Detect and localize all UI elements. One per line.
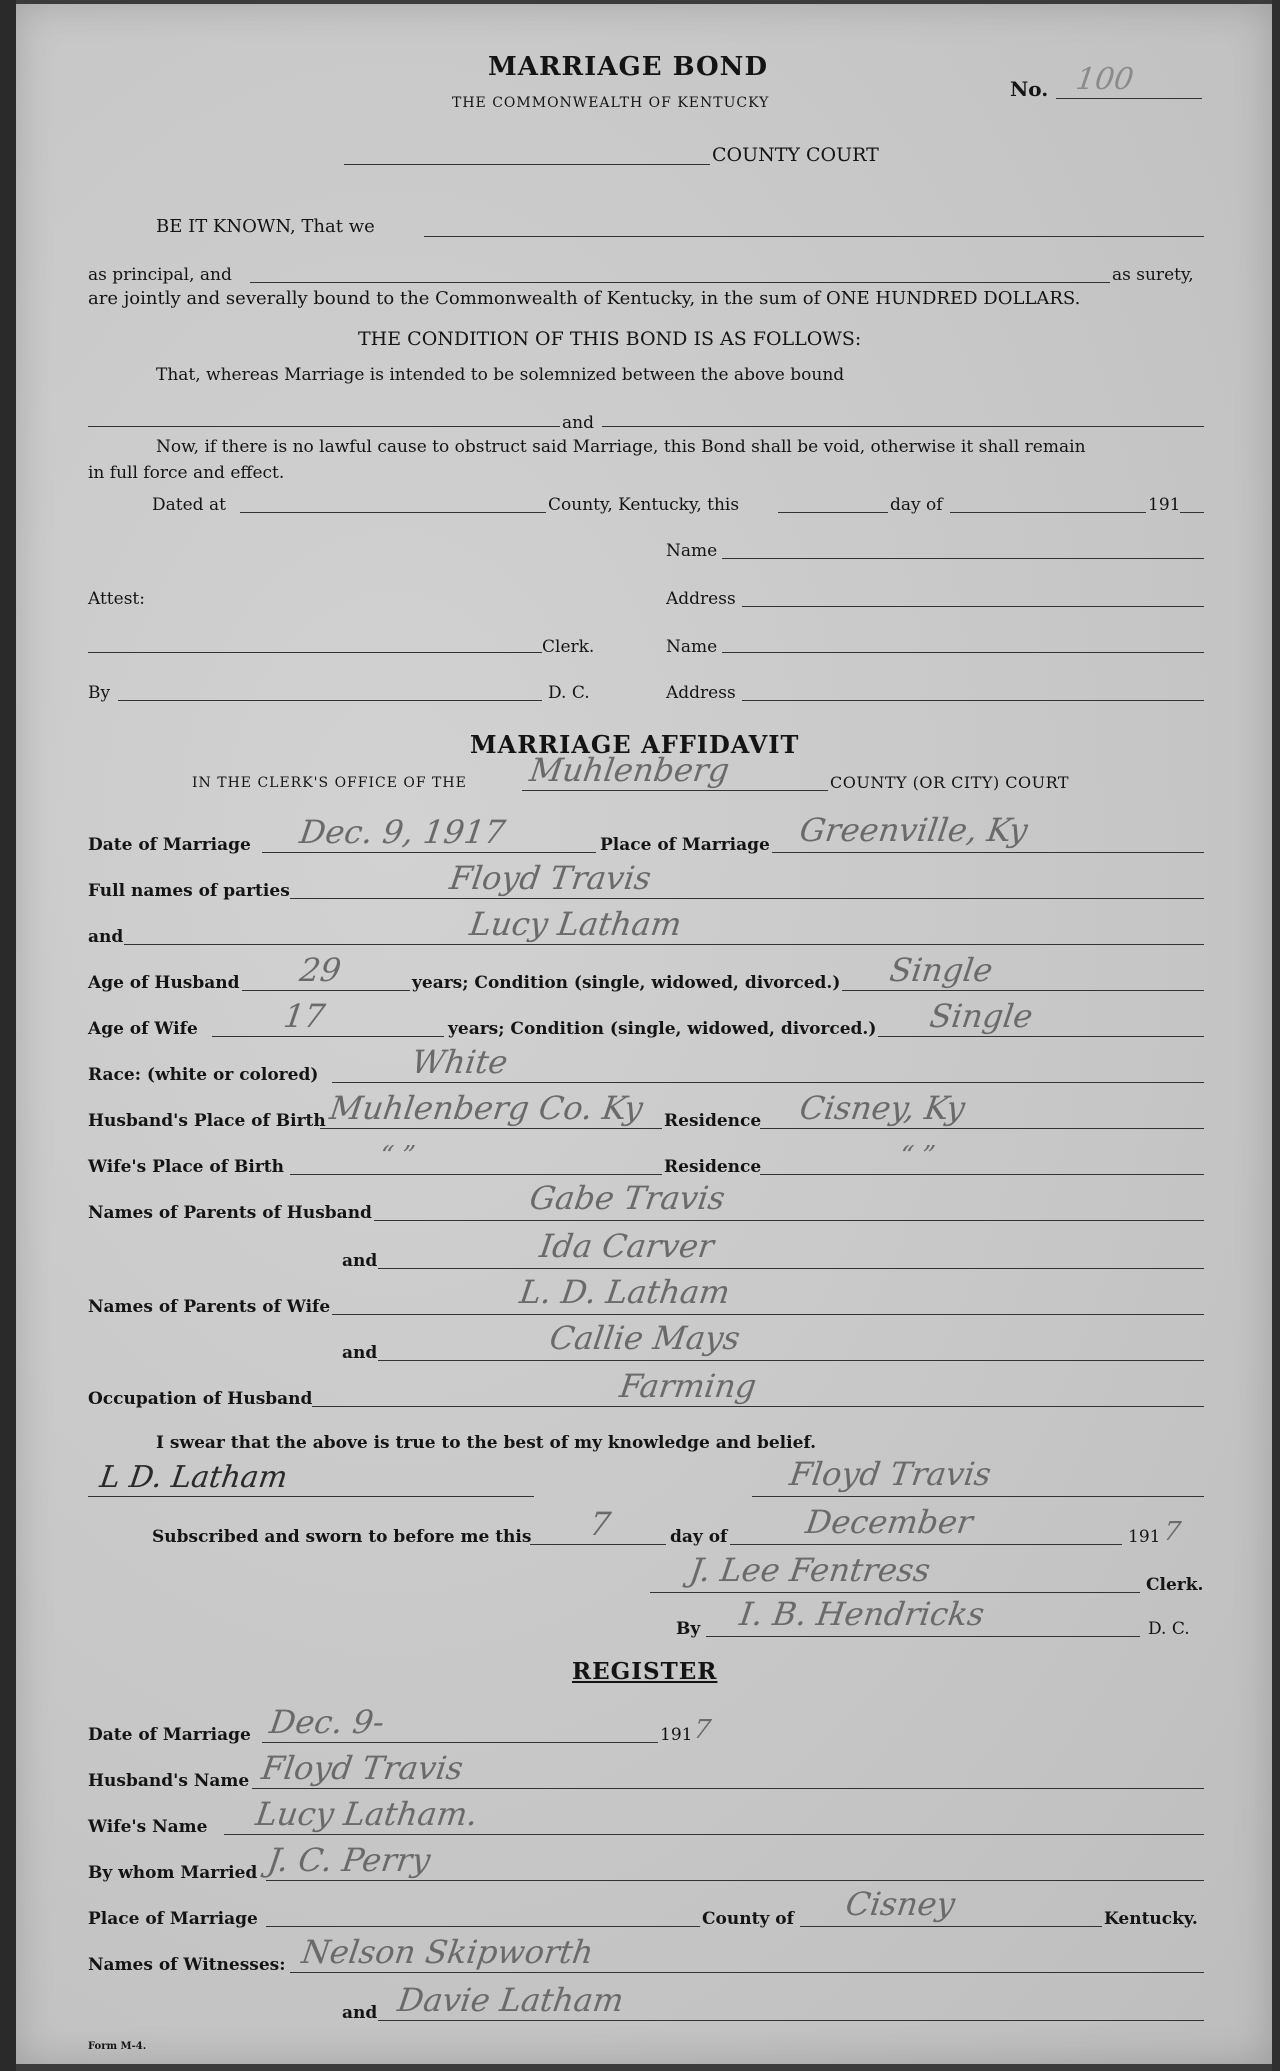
age-wife-line	[212, 1036, 444, 1037]
affidavit-date-line	[262, 852, 596, 853]
occupation-label: Occupation of Husband	[88, 1389, 313, 1409]
swear-text: I swear that the above is true to the best of my knowledge and belief.	[156, 1433, 817, 1453]
race-line	[332, 1082, 1204, 1083]
affidavit-dc-line	[706, 1636, 1140, 1637]
address1-line	[742, 606, 1204, 607]
attest-clerk-line	[88, 652, 542, 653]
dated-year-label: 191	[1148, 495, 1181, 515]
husband-residence-hw: Cisney, Ky	[797, 1089, 968, 1127]
parties-and-label: and	[88, 927, 124, 947]
jointly-bound-text: are jointly and severally bound to the Commonwealth of Kentucky, in the sum of ONE HUNDRED DOLLARS.	[88, 288, 1081, 309]
register-by-whom-line	[266, 1880, 1204, 1881]
register-husband-line	[252, 1788, 1204, 1789]
surety-line	[250, 282, 1110, 283]
register-kentucky-label: Kentucky.	[1104, 1909, 1198, 1929]
register-wife-hw: Lucy Latham.	[253, 1795, 481, 1833]
bound-and-text: and	[562, 413, 594, 433]
signature-right-line	[752, 1496, 1204, 1497]
age-husband-label: Age of Husband	[88, 973, 240, 993]
register-date-label: Date of Marriage	[88, 1725, 251, 1745]
register-husband-hw: Floyd Travis	[259, 1749, 466, 1787]
party2-line	[124, 944, 1204, 945]
dated-at-line	[240, 512, 546, 513]
parents-husband-and-label: and	[342, 1251, 378, 1271]
register-witnesses-label: Names of Witnesses:	[88, 1955, 286, 1975]
register-title: REGISTER	[572, 1658, 718, 1685]
register-witnesses-and-label: and	[342, 2003, 378, 2023]
affidavit-dc-hw: I. B. Hendricks	[737, 1595, 987, 1633]
age-husband-hw: 29	[297, 951, 344, 989]
affidavit-clerk-line	[650, 1592, 1140, 1593]
husband-condition-hw: Single	[887, 951, 996, 989]
bound-party1-line	[88, 426, 560, 427]
register-year-hw: 7	[691, 1715, 713, 1745]
wife-years-condition-label: years; Condition (single, widowed, divorced.)	[448, 1019, 877, 1039]
wife-residence-label: Residence	[664, 1157, 762, 1177]
age-husband-line	[242, 990, 410, 991]
name2-line	[722, 652, 1204, 653]
bond-no-value: 100	[1073, 62, 1136, 97]
parent-h1-hw: Gabe Travis	[527, 1179, 728, 1217]
register-date-hw: Dec. 9-	[267, 1703, 387, 1741]
age-wife-hw: 17	[281, 997, 328, 1035]
parent-w2-hw: Callie Mays	[547, 1319, 743, 1357]
husband-birth-hw: Muhlenberg Co. Ky	[327, 1089, 646, 1127]
bond-title: MARRIAGE BOND	[488, 52, 768, 82]
register-county-line	[800, 1926, 1102, 1927]
affidavit-county-line	[522, 790, 828, 791]
affidavit-by-label: By	[676, 1619, 701, 1639]
bond-by-line	[118, 700, 542, 701]
full-force-text: in full force and effect.	[88, 463, 285, 483]
principal-line	[424, 236, 1204, 237]
register-place-line	[266, 1926, 700, 1927]
attest-label: Attest:	[88, 589, 145, 609]
husband-residence-line	[760, 1128, 1204, 1129]
parents-husband-label: Names of Parents of Husband	[88, 1203, 372, 1223]
affidavit-title: MARRIAGE AFFIDAVIT	[470, 730, 800, 759]
name1-line	[722, 558, 1204, 559]
name2-label: Name	[666, 637, 718, 657]
parent-h2-line	[378, 1268, 1204, 1269]
parent-h2-hw: Ida Carver	[537, 1227, 717, 1265]
dated-day-line	[778, 512, 888, 513]
form-number: Form M-4.	[88, 2041, 147, 2052]
scan-edge-left	[0, 0, 16, 2071]
parent-h1-line	[374, 1220, 1204, 1221]
wife-condition-line	[878, 1036, 1204, 1037]
bond-subtitle: THE COMMONWEALTH OF KENTUCKY	[452, 95, 770, 111]
address2-label: Address	[666, 683, 736, 703]
affidavit-date-label: Date of Marriage	[88, 835, 251, 855]
wife-residence-line	[760, 1174, 1204, 1175]
husband-residence-label: Residence	[664, 1111, 762, 1131]
husband-years-condition-label: years; Condition (single, widowed, divorced.)	[412, 973, 841, 993]
occupation-line	[312, 1406, 1204, 1407]
county-ky-this-label: County, Kentucky, this	[548, 495, 740, 515]
signature-right-hw: Floyd Travis	[787, 1455, 994, 1493]
affidavit-clerk-label: Clerk.	[1146, 1575, 1204, 1595]
race-hw: White	[409, 1043, 511, 1081]
register-year-label: 191	[660, 1725, 693, 1745]
bond-by-label: By	[88, 683, 111, 703]
address2-line	[742, 700, 1204, 701]
party1-hw: Floyd Travis	[447, 859, 654, 897]
signature-left-hw: L D. Latham	[97, 1460, 290, 1495]
subscribed-month-line	[730, 1544, 1122, 1545]
subscribed-text: Subscribed and sworn to before me this	[152, 1527, 532, 1547]
register-husband-label: Husband's Name	[88, 1771, 250, 1791]
wife-birth-hw: “ ”	[377, 1141, 417, 1171]
affidavit-clerk-hw: J. Lee Fentress	[687, 1551, 933, 1589]
occupation-hw: Farming	[617, 1367, 759, 1405]
register-wife-line	[224, 1834, 1204, 1835]
age-wife-label: Age of Wife	[88, 1019, 198, 1039]
party1-line	[290, 898, 1204, 899]
name1-label: Name	[666, 541, 718, 561]
husband-birth-label: Husband's Place of Birth	[88, 1111, 326, 1131]
affidavit-place-label: Place of Marriage	[600, 835, 770, 855]
be-it-known-text: BE IT KNOWN, That we	[156, 216, 375, 237]
parent-w2-line	[378, 1360, 1204, 1361]
dated-at-label: Dated at	[152, 495, 226, 515]
wife-birth-line	[290, 1174, 662, 1175]
county-court-label: COUNTY COURT	[712, 144, 879, 166]
bond-clerk-label: Clerk.	[542, 637, 595, 657]
register-witness2-line	[378, 2020, 1204, 2021]
party2-hw: Lucy Latham	[467, 905, 684, 943]
register-by-whom-label: By whom Married	[88, 1863, 258, 1883]
parents-wife-label: Names of Parents of Wife	[88, 1297, 331, 1317]
subscribed-month-hw: December	[803, 1503, 976, 1541]
register-witness1-hw: Nelson Skipworth	[299, 1933, 596, 1971]
husband-condition-line	[842, 990, 1204, 991]
subscribed-year-hw: 7	[1161, 1517, 1183, 1547]
parent-w1-hw: L. D. Latham	[517, 1273, 733, 1311]
affidavit-place-line	[772, 852, 1204, 853]
register-witness2-hw: Davie Latham	[395, 1981, 627, 2019]
register-county-hw: Cisney	[843, 1885, 958, 1923]
scan-edge-right	[1272, 0, 1280, 2071]
subscribed-day-of-label: day of	[670, 1527, 728, 1547]
subscribed-day-hw: 7	[587, 1505, 614, 1543]
race-label: Race: (white or colored)	[88, 1065, 319, 1085]
affidavit-place-hw: Greenville, Ky	[797, 811, 1031, 849]
wife-condition-hw: Single	[927, 997, 1036, 1035]
register-by-whom-hw: J. C. Perry	[265, 1841, 433, 1879]
affidavit-dc-label: D. C.	[1148, 1619, 1190, 1639]
wife-residence-hw: “ ”	[897, 1141, 937, 1171]
bond-no-label: No.	[1010, 77, 1049, 101]
subscribed-year-label: 191	[1128, 1527, 1161, 1547]
as-principal-text: as principal, and	[88, 265, 232, 285]
parents-wife-and-label: and	[342, 1343, 378, 1363]
dated-month-line	[950, 512, 1146, 513]
condition-heading: THE CONDITION OF THIS BOND IS AS FOLLOWS:	[358, 328, 862, 350]
register-witness1-line	[290, 1972, 1204, 1973]
register-wife-label: Wife's Name	[88, 1817, 208, 1837]
now-if-text: Now, if there is no lawful cause to obstruct said Marriage, this Bond shall be void, otherwise it shall remain	[156, 437, 1086, 457]
county-or-city-text: COUNTY (OR CITY) COURT	[830, 773, 1070, 792]
register-county-of-label: County of	[702, 1909, 794, 1929]
address1-label: Address	[666, 589, 736, 609]
subscribed-day-line	[530, 1544, 666, 1545]
county-court-line	[344, 164, 710, 165]
affidavit-date-hw: Dec. 9, 1917	[297, 813, 508, 851]
parent-w1-line	[332, 1314, 1204, 1315]
bound-party2-line	[602, 426, 1204, 427]
full-names-label: Full names of parties	[88, 881, 290, 901]
wife-birth-label: Wife's Place of Birth	[88, 1157, 284, 1177]
as-surety-text: as surety,	[1112, 265, 1194, 285]
dated-day-of-label: day of	[890, 495, 943, 515]
affidavit-county-hw: Muhlenberg	[527, 751, 732, 789]
dated-year-line	[1180, 512, 1204, 513]
whereas-text: That, whereas Marriage is intended to be solemnized between the above bound	[156, 365, 845, 385]
clerks-office-text: IN THE CLERK'S OFFICE OF THE	[192, 775, 467, 791]
register-place-label: Place of Marriage	[88, 1909, 258, 1929]
husband-birth-line	[320, 1128, 662, 1129]
signature-left-line	[88, 1496, 534, 1497]
bond-dc-label: D. C.	[548, 683, 590, 703]
bond-no-line	[1056, 98, 1202, 99]
register-date-line	[262, 1742, 658, 1743]
